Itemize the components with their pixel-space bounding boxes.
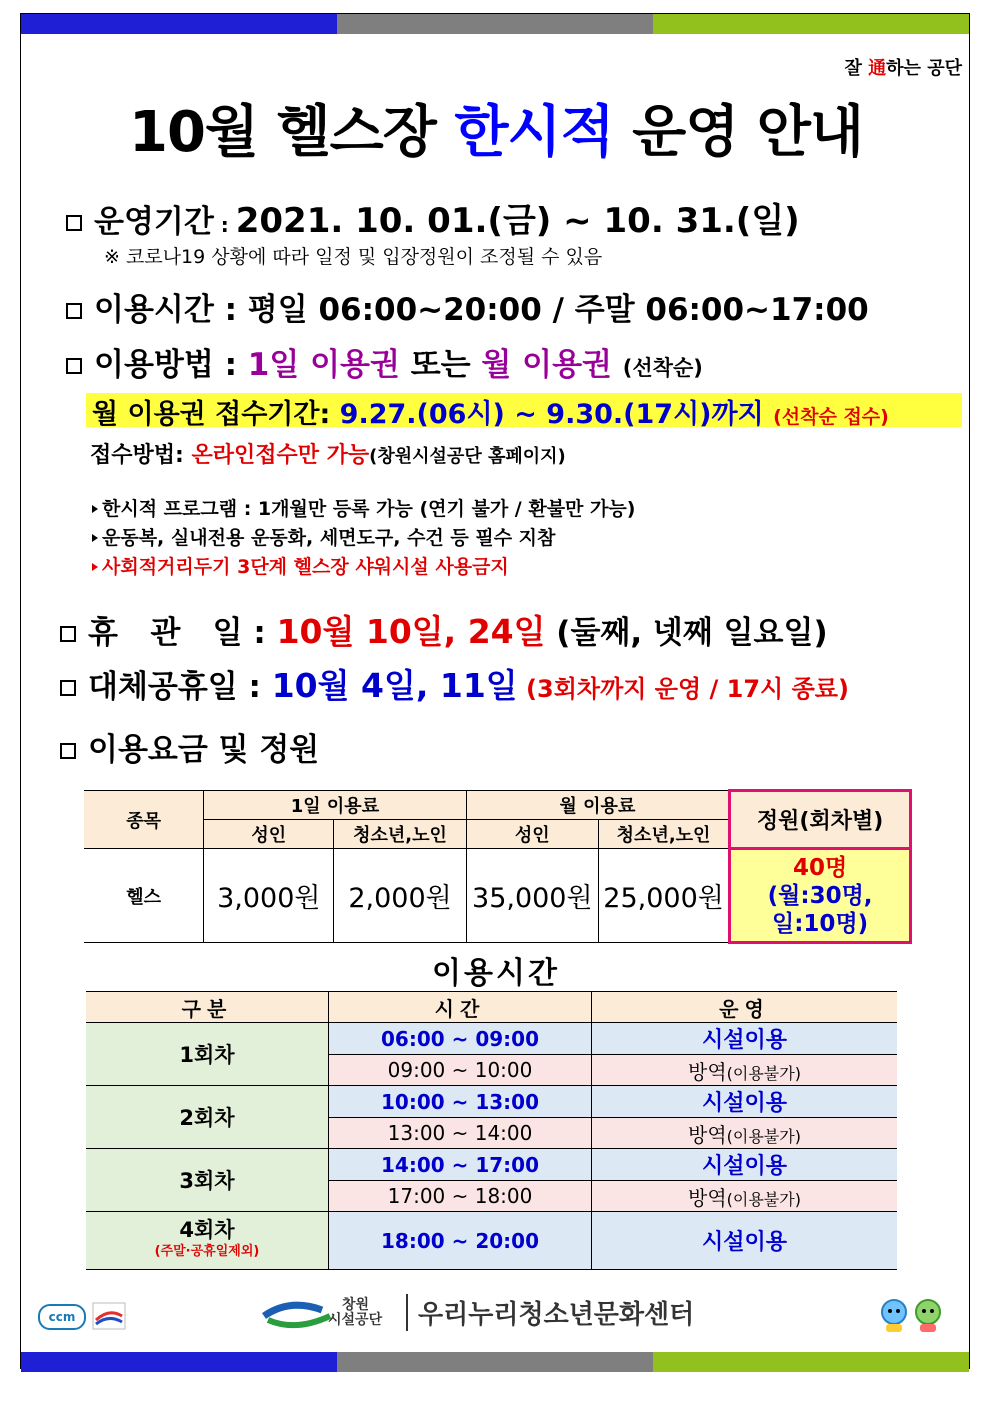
operation-status: 방역(이용불가) <box>592 1181 898 1212</box>
list-item: 한시적 프로그램 : 1개월만 등록 가능 (연기 불가 / 환불만 가능) <box>92 494 635 523</box>
closed-line: 휴 관 일 : 10월 10일, 24일 (둘째, 넷째 일요일) <box>60 606 828 653</box>
checkbox-icon <box>66 358 82 374</box>
org-name: 창원 시설공단 <box>328 1297 383 1328</box>
footer <box>0 1290 992 1340</box>
period-note: ※ 코로나19 상황에 따라 일정 및 입장정원이 조정될 수 있음 <box>104 246 603 268</box>
page-title: 10월 헬스장 한시적 운영 안내 <box>129 100 863 165</box>
fee-value: 2,000원 <box>334 849 466 943</box>
usage-time-title: 이용시간 <box>432 956 560 991</box>
list-item: 사회적거리두기 3단계 헬스장 샤워시설 사용금지 <box>92 552 635 581</box>
time-table <box>86 991 897 1270</box>
header-time: 시간 <box>329 992 592 1023</box>
substitute-line: 대체공휴일 : 10월 4일, 11일 (3회차까지 운영 / 17시 종료) <box>60 660 849 707</box>
header-division: 구분 <box>86 992 329 1023</box>
checkbox-icon <box>60 743 76 759</box>
motto: 잘 通하는 공단 <box>844 58 962 79</box>
center-name: 우리누리청소년문화센터 <box>406 1294 694 1331</box>
checkbox-icon <box>60 680 76 696</box>
mascot-icon <box>872 1296 952 1334</box>
header-operation: 운영 <box>592 992 898 1023</box>
fee-value: 25,000원 <box>598 849 729 943</box>
header-youth: 청소년,노인 <box>598 820 729 849</box>
fee-value: 35,000원 <box>466 849 598 943</box>
triangle-icon <box>92 563 98 571</box>
header-day: 1일 이용료 <box>204 791 467 820</box>
monthly-period: 월 이용권 접수기간: 9.27.(06시) ~ 9.30.(17시)까지 (선착순 접수) <box>92 399 889 430</box>
time-range: 10:00 ~ 13:00 <box>329 1086 592 1118</box>
top-color-bar <box>21 14 969 34</box>
flag-logo-icon <box>92 1302 126 1330</box>
operation-status: 시설이용 <box>592 1086 898 1118</box>
item-name: 헬스 <box>84 849 204 943</box>
header-adult: 성인 <box>466 820 598 849</box>
session-label: 4회차 (주말·공휴일제외) <box>86 1212 329 1270</box>
header-month: 월 이용료 <box>466 791 730 820</box>
checkbox-icon <box>66 215 82 231</box>
header-youth: 청소년,노인 <box>334 820 466 849</box>
header-adult: 성인 <box>204 820 334 849</box>
time-range: 06:00 ~ 09:00 <box>329 1023 592 1055</box>
fees-heading: 이용요금 및 정원 <box>60 724 319 769</box>
checkbox-icon <box>66 303 82 319</box>
checkbox-icon <box>60 626 76 642</box>
header-capacity: 정원(회차별) <box>730 791 911 849</box>
operation-status: 시설이용 <box>592 1023 898 1055</box>
session-label: 1회차 <box>86 1023 329 1086</box>
time-range: 18:00 ~ 20:00 <box>329 1212 592 1270</box>
list-item: 운동복, 실내전용 운동화, 세면도구, 수건 등 필수 지참 <box>92 523 635 552</box>
fee-value: 3,000원 <box>204 849 334 943</box>
time-range: 17:00 ~ 18:00 <box>329 1181 592 1212</box>
bullet-list <box>92 494 635 581</box>
capacity-value: 40명 (월:30명, 일:10명) <box>730 849 911 943</box>
triangle-icon <box>92 534 98 542</box>
operation-status: 시설이용 <box>592 1212 898 1270</box>
session-label: 2회차 <box>86 1086 329 1149</box>
operation-status: 방역(이용불가) <box>592 1055 898 1086</box>
period-line: 운영기간 : 2021. 10. 01.(금) ~ 10. 31.(일) <box>66 193 800 242</box>
receipt-method: 접수방법: 온라인접수만 가능(창원시설공단 홈페이지) <box>90 443 566 468</box>
operation-status: 방역(이용불가) <box>592 1118 898 1149</box>
session-label: 3회차 <box>86 1149 329 1212</box>
time-range: 14:00 ~ 17:00 <box>329 1149 592 1181</box>
time-range: 13:00 ~ 14:00 <box>329 1118 592 1149</box>
ccm-logo: ccm <box>38 1304 86 1330</box>
fee-table <box>84 789 912 944</box>
bottom-color-bar <box>21 1352 969 1372</box>
hours-line: 이용시간 : 평일 06:00~20:00 / 주말 06:00~17:00 <box>66 284 869 329</box>
time-range: 09:00 ~ 10:00 <box>329 1055 592 1086</box>
triangle-icon <box>92 505 98 513</box>
method-line: 이용방법 : 1일 이용권 또는 월 이용권 (선착순) <box>66 339 703 384</box>
operation-status: 시설이용 <box>592 1149 898 1181</box>
header-item: 종목 <box>84 791 204 849</box>
